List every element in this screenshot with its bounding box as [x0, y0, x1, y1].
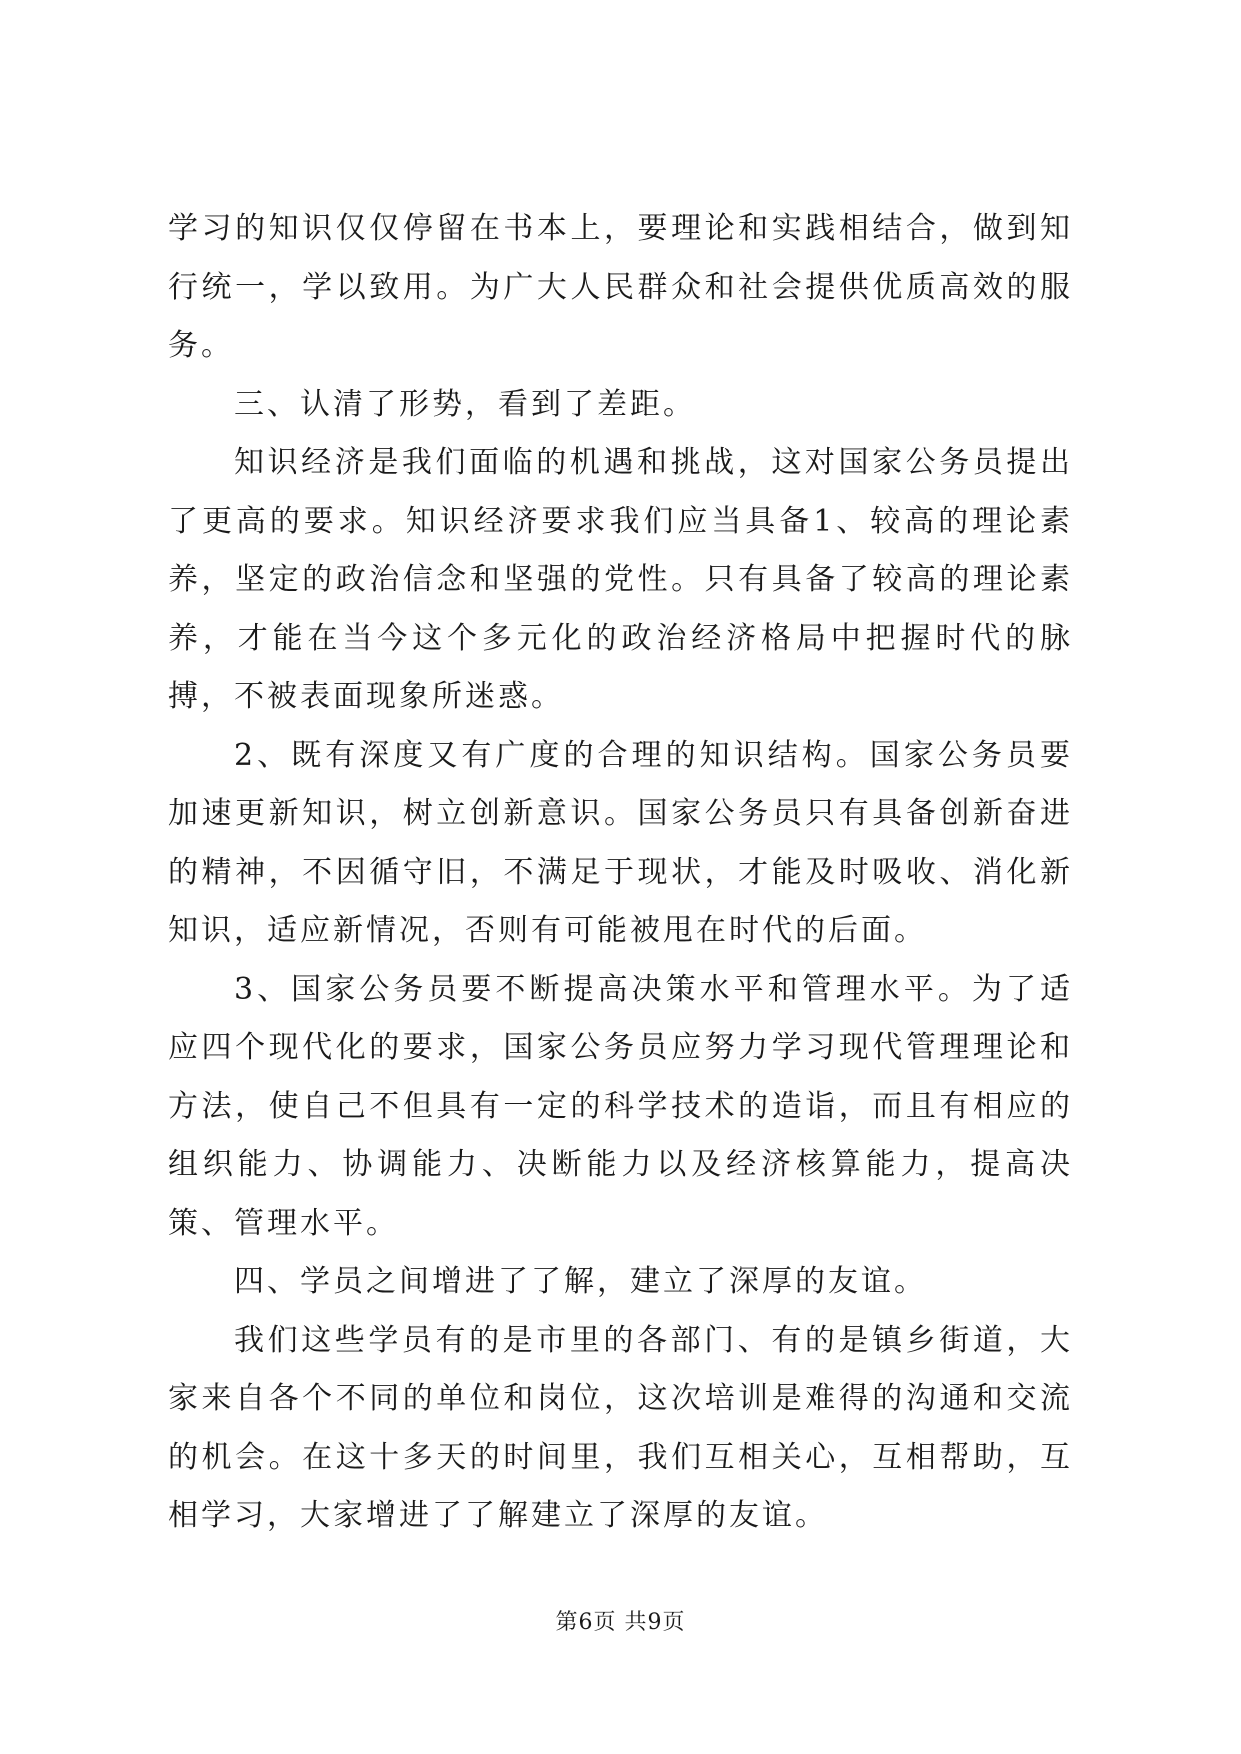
- paragraph-friendship: 我们这些学员有的是市里的各部门、有的是镇乡街道，大家来自各个不同的单位和岗位，这次培训是难得的沟通和交流的机会。在这十多天的时间里，我们互相关心，互相帮助，互相学习，大家增进了了解建立了深厚的友谊。: [168, 1322, 1073, 1533]
- paragraph-knowledge-economy: 知识经济是我们面临的机遇和挑战，这对国家公务员提出了更高的要求。知识经济要求我们应当具备1、较高的理论素养，坚定的政治信念和坚强的党性。只有具备了较高的理论素养，才能在当今这个多元化的政治经济格局中把握时代的脉搏，不被表面现象所迷惑。: [168, 445, 1073, 714]
- document-body: [168, 200, 1073, 1546]
- paragraph-knowledge-structure: 2、既有深度又有广度的合理的知识结构。国家公务员要加速更新知识，树立创新意识。国家公务员只有具备创新奋进的精神，不因循守旧，不满足于现状，才能及时吸收、消化新知识，适应新情况，否则有可能被甩在时代的后面。: [168, 737, 1073, 948]
- page-number-footer: 第6页 共9页: [555, 1610, 686, 1635]
- section-heading-three: 三、认清了形势，看到了差距。: [234, 386, 696, 422]
- paragraph-decision-management: 3、国家公务员要不断提高决策水平和管理水平。为了适应四个现代化的要求，国家公务员应努力学习现代管理理论和方法，使自己不但具有一定的科学技术的造诣，而且有相应的组织能力、协调能力、决断能力以及经济核算能力，提高决策、管理水平。: [168, 971, 1073, 1241]
- paragraph-continuation: 学习的知识仅仅停留在书本上，要理论和实践相结合，做到知行统一，学以致用。为广大人民群众和社会提供优质高效的服务。: [168, 211, 1073, 363]
- section-heading-four: 四、学员之间增进了了解，建立了深厚的友谊。: [234, 1264, 927, 1299]
